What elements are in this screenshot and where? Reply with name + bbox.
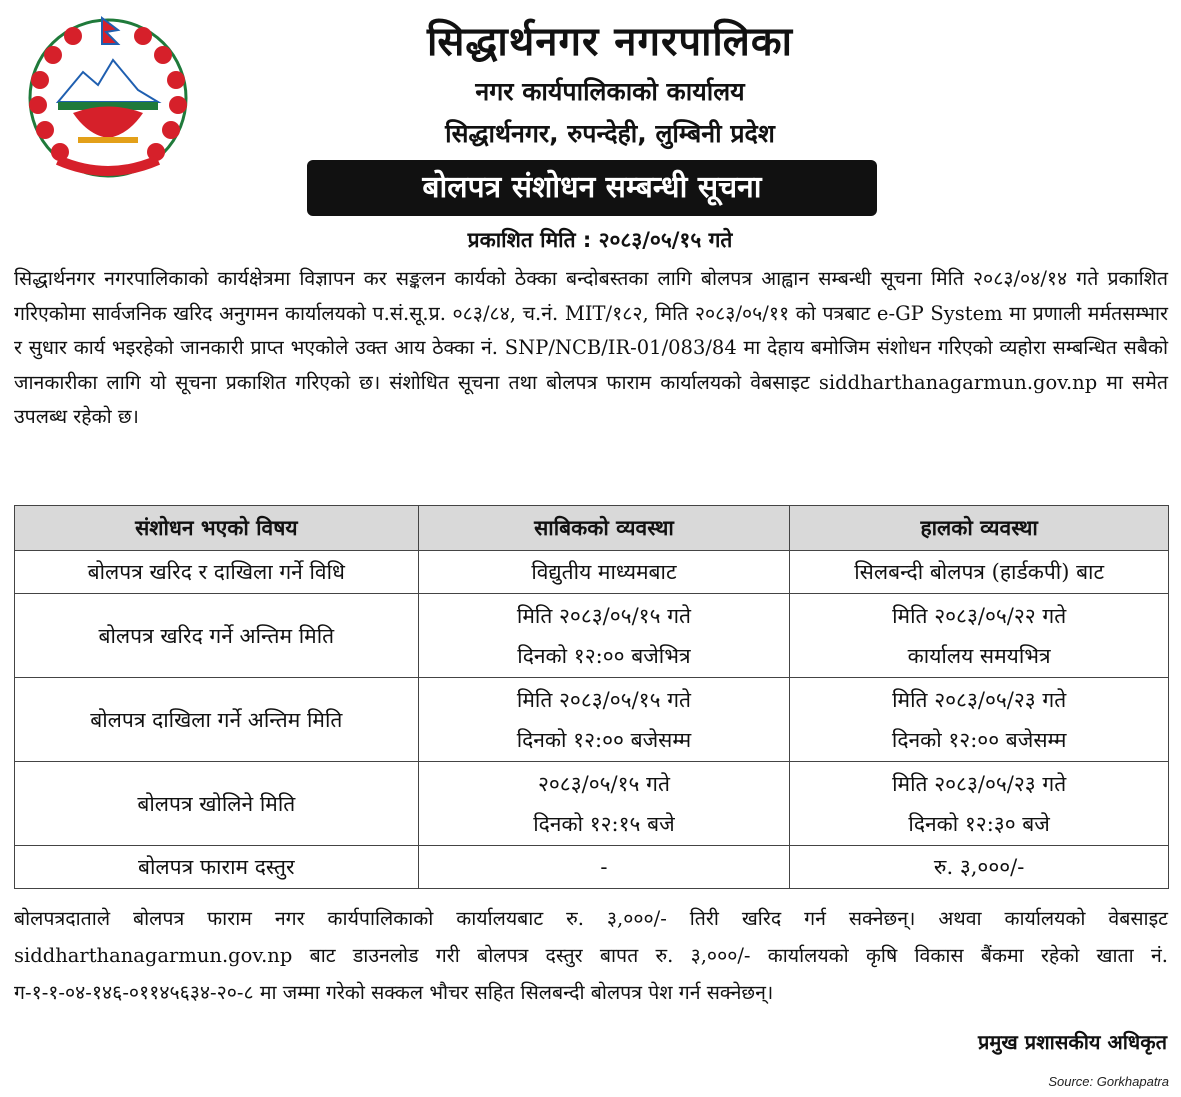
cell-line: विद्युतीय माध्यमबाट [531, 560, 677, 584]
notice-header [0, 0, 1181, 252]
row-subject: बोलपत्र खरिद गर्ने अन्तिम मिति [15, 594, 419, 678]
notice-footer: बोलपत्रदाताले बोलपत्र फाराम नगर कार्यपालिकाको कार्यालयबाट रु. ३,०००/- तिरी खरिद गर्न सक्नेछन्। अथवा कार्यालयको वेबसाइट siddharthanagarmun.gov.np बाट डाउनलोड गरी बोलपत्र दस्तुर बापत रु. ३,०००/- कार्यालयको कृषि विकास बैंकमा रहेको खाता नं. ग-१-१-०४-१४६-०११४५६३४-२०-८ मा जम्मा गरेको सक्कल भौचर सहित सिलबन्दी बोलपत्र पेश गर्न सक्नेछन्। [14, 907, 1168, 1004]
row-old [418, 594, 790, 678]
row-old [418, 846, 790, 889]
header-old-arrangement: साबिकको व्यवस्था [418, 506, 790, 551]
cell-line: मिति २०८३/०५/२३ गते [892, 687, 1067, 712]
notice-title-banner: बोलपत्र संशोधन सम्बन्धी सूचना [307, 160, 877, 216]
row-new [790, 551, 1169, 594]
header-subject: संशोधन भएको विषय [15, 506, 419, 551]
cell-line: मिति २०८३/०५/१५ गते [516, 687, 691, 712]
cell-line: मिति २०८३/०५/२२ गते [892, 603, 1067, 628]
cell-line: दिनको १२:०० बजेसम्म [891, 727, 1067, 752]
row-new [790, 678, 1169, 762]
row-old [418, 678, 790, 762]
row-old [418, 551, 790, 594]
amendment-table [14, 505, 1169, 889]
notice-body: सिद्धार्थनगर नगरपालिकाको कार्यक्षेत्रमा विज्ञापन कर सङ्कलन कार्यको ठेक्का बन्दोबस्तका लागि बोलपत्र आह्वान सम्बन्धी सूचना मिति २०८३/०४/१४ गते प्रकाशित गरिएकोमा सार्वजनिक खरिद अनुगमन कार्यालयको प.सं.सू.प्र. ०८३/८४, च.नं. MIT/१८२, मिति २०८३/०५/११ को पत्रबाट e-GP System मा प्रणाली मर्मतसम्भार र सुधार कार्य भइरहेको जानकारी प्राप्त भएकोले उक्त आय ठेक्का नं. SNP/NCB/IR-01/083/84 मा देहाय बमोजिम संशोधन गरिएको व्यहोरा सम्बन्धित सबैको जानकारीका लागि यो सूचना प्रकाशित गरिएको छ। संशोधित सूचना तथा बोलपत्र फाराम कार्यालयको वेबसाइट siddharthanagarmun.gov.np मा समेत उपलब्ध रहेको छ। [14, 267, 1168, 428]
office-name: नगर कार्यपालिकाको कार्यालय [475, 77, 745, 106]
cell-line: दिनको १२:०० बजेभित्र [517, 643, 691, 668]
cell-line: कार्यालय समयभित्र [907, 643, 1051, 668]
row-new [790, 846, 1169, 889]
row-subject: बोलपत्र खोलिने मिति [15, 762, 419, 846]
source-credit: Source: Gorkhapatra [1048, 1074, 1169, 1089]
table-row [15, 678, 1169, 762]
table-header-row [15, 506, 1169, 551]
cell-line: रु. ३,०००/- [933, 855, 1025, 879]
cell-line: सिलबन्दी बोलपत्र (हार्डकपी) बाट [854, 560, 1105, 584]
nepal-emblem-icon [18, 10, 198, 182]
cell-line: २०८३/०५/१५ गते [537, 771, 670, 796]
row-new [790, 762, 1169, 846]
cell-line: मिति २०८३/०५/१५ गते [516, 603, 691, 628]
cell-line: मिति २०८३/०५/२३ गते [892, 771, 1067, 796]
table-row [15, 846, 1169, 889]
row-subject: बोलपत्र फाराम दस्तुर [15, 846, 419, 889]
office-address: सिद्धार्थनगर, रुपन्देही, लुम्बिनी प्रदेश [445, 119, 775, 148]
row-old [418, 762, 790, 846]
cell-line: दिनको १२:३० बजे [908, 811, 1050, 836]
table-row [15, 551, 1169, 594]
published-date: प्रकाशित मिति : २०८३/०५/१५ गते [467, 228, 733, 252]
row-new [790, 594, 1169, 678]
cell-line: दिनको १२:०० बजेसम्म [516, 727, 692, 752]
cell-line: - [600, 855, 608, 879]
signatory-title: प्रमुख प्रशासकीय अधिकृत [978, 1030, 1167, 1054]
header-new-arrangement: हालको व्यवस्था [790, 506, 1169, 551]
row-subject: बोलपत्र खरिद र दाखिला गर्ने विधि [15, 551, 419, 594]
municipality-name: सिद्धार्थनगर नगरपालिका [426, 19, 793, 65]
table-row [15, 762, 1169, 846]
cell-line: दिनको १२:१५ बजे [533, 811, 675, 836]
table-row [15, 594, 1169, 678]
row-subject: बोलपत्र दाखिला गर्ने अन्तिम मिति [15, 678, 419, 762]
